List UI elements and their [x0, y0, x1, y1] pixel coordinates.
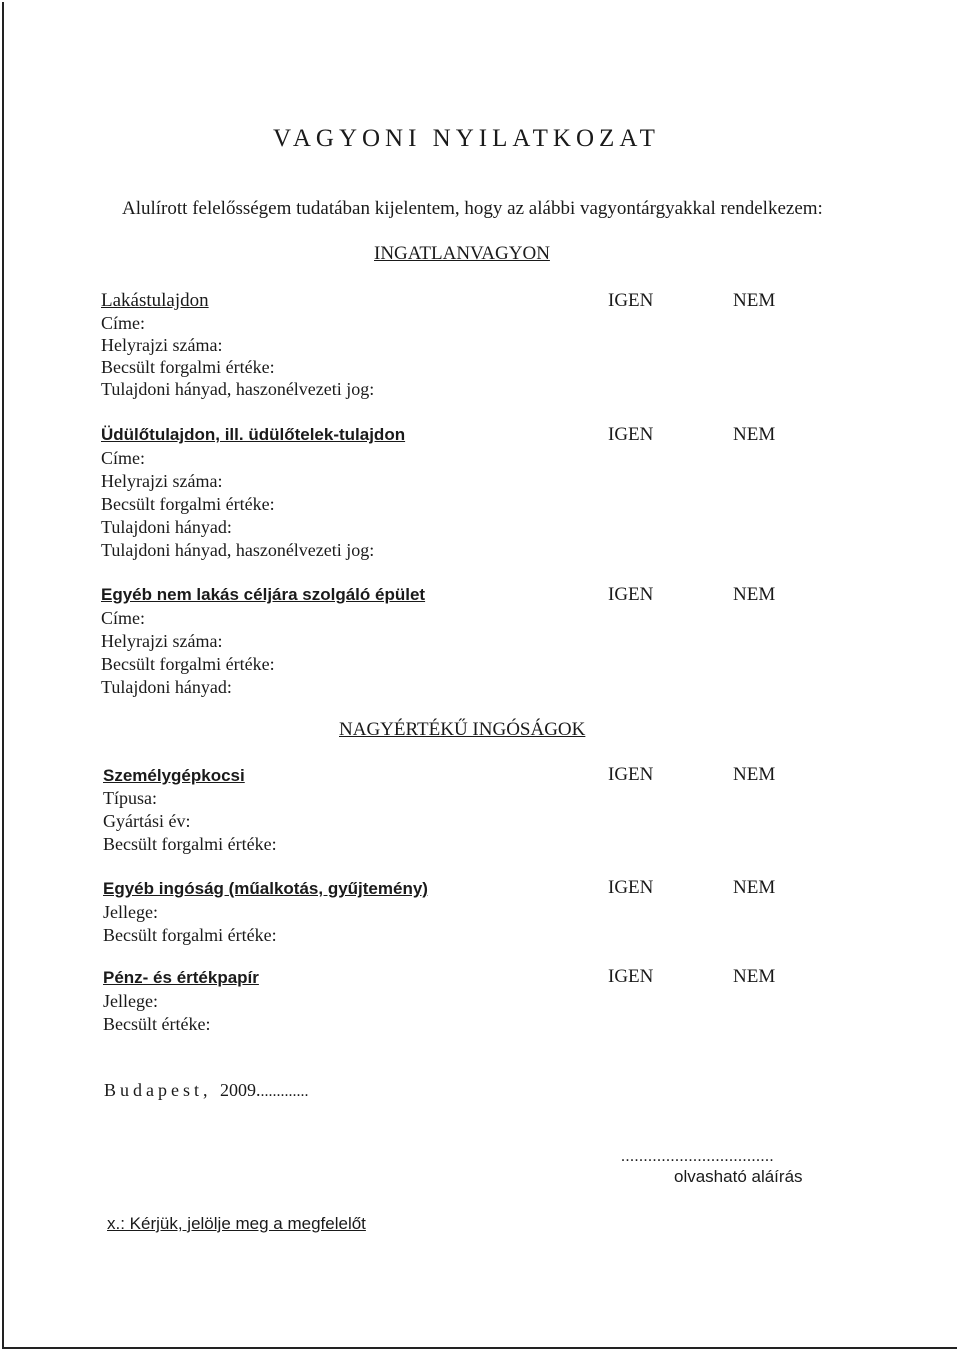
field-label: Helyrajzi száma:: [101, 631, 223, 651]
date-year: 2009.: [220, 1080, 261, 1100]
field-label: Becsült forgalmi értéke:: [101, 654, 275, 674]
field-label: Tulajdoni hányad:: [101, 677, 232, 697]
field-label: Címe:: [101, 313, 145, 333]
no-option-other-building[interactable]: NEM: [733, 584, 776, 605]
field-label: Tulajdoni hányad, haszonélvezeti jog:: [101, 540, 375, 560]
date-blank[interactable]: ............: [260, 1083, 309, 1100]
signature-line[interactable]: ..................................: [621, 1148, 774, 1165]
field-label: Becsült forgalmi értéke:: [103, 925, 277, 945]
field-label: Becsült forgalmi értéke:: [101, 357, 275, 377]
field-label: Jellege:: [103, 991, 158, 1011]
field-label: Helyrajzi száma:: [101, 471, 223, 491]
section-valuables-heading: NAGYÉRTÉKŰ INGÓSÁGOK: [339, 719, 586, 740]
yes-option-money-securities[interactable]: IGEN: [608, 966, 654, 987]
instruction-note: x.: Kérjük, jelölje meg a megfelelőt: [107, 1214, 366, 1233]
section-real-estate-heading: INGATLANVAGYON: [374, 243, 550, 264]
yes-option-other-building[interactable]: IGEN: [608, 584, 654, 605]
no-option-car[interactable]: NEM: [733, 764, 776, 785]
signature-label: olvasható aláírás: [674, 1167, 803, 1186]
field-label: Tulajdoni hányad, haszonélvezeti jog:: [101, 379, 375, 399]
field-label: Becsült értéke:: [103, 1014, 211, 1034]
field-label: Típusa:: [103, 788, 157, 808]
no-option-money-securities[interactable]: NEM: [733, 966, 776, 987]
block-heading-money-securities: Pénz- és értékpapír: [103, 968, 259, 987]
field-label: Gyártási év:: [103, 811, 191, 831]
block-heading-other-valuables: Egyéb ingóság (műalkotás, gyűjtemény): [103, 879, 428, 898]
yes-option-other-valuables[interactable]: IGEN: [608, 877, 654, 898]
place-date: [104, 1079, 309, 1103]
yes-option-holiday-home[interactable]: IGEN: [608, 424, 654, 445]
no-option-holiday-home[interactable]: NEM: [733, 424, 776, 445]
block-heading-holiday-home: Üdülőtulajdon, ill. üdülőtelek-tulajdon: [101, 425, 406, 444]
field-label: Becsült forgalmi értéke:: [101, 494, 275, 514]
field-label: Címe:: [101, 448, 145, 468]
intro-text: Alulírott felelősségem tudatában kijelentem, hogy az alábbi vagyontárgyakkal rendelkezem:: [122, 198, 823, 219]
field-label: Jellege:: [103, 902, 158, 922]
no-option-apartment[interactable]: NEM: [733, 290, 776, 311]
field-label: Tulajdoni hányad:: [101, 517, 232, 537]
block-heading-apartment: Lakástulajdon: [101, 290, 209, 311]
place-label: Budapest,: [104, 1080, 212, 1100]
yes-option-car[interactable]: IGEN: [608, 764, 654, 785]
no-option-other-valuables[interactable]: NEM: [733, 877, 776, 898]
document-title: VAGYONI NYILATKOZAT: [273, 125, 660, 152]
field-label: Helyrajzi száma:: [101, 335, 223, 355]
yes-option-apartment[interactable]: IGEN: [608, 290, 654, 311]
block-heading-other-building: Egyéb nem lakás céljára szolgáló épület: [101, 585, 426, 604]
block-heading-car: Személygépkocsi: [103, 766, 245, 785]
field-label: Címe:: [101, 608, 145, 628]
field-label: Becsült forgalmi értéke:: [103, 834, 277, 854]
